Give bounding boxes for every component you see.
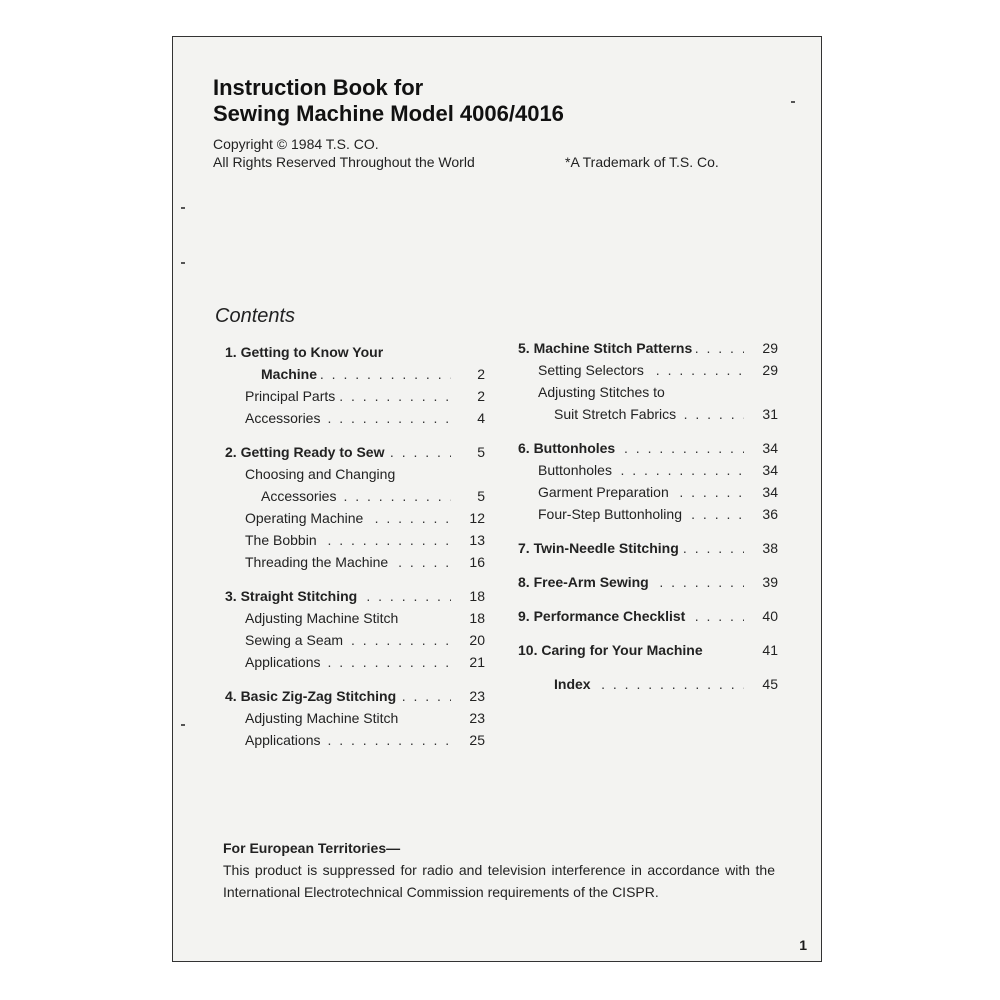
contents-entry-title: Adjusting Stitches to xyxy=(538,381,669,403)
contents-entry-title: Operating Machine xyxy=(245,507,367,529)
contents-entry xyxy=(518,503,778,525)
contents-entry-title: 10. Caring for Your Machine xyxy=(518,639,707,661)
trademark-note: *A Trademark of T.S. Co. xyxy=(565,154,719,170)
rights-line: All Rights Reserved Throughout the World xyxy=(213,154,475,170)
contents-entry xyxy=(225,707,485,729)
contents-section xyxy=(518,639,778,661)
contents-entry-page: 34 xyxy=(762,440,778,456)
contents-entry-title: Accessories xyxy=(245,407,324,429)
contents-section xyxy=(518,537,778,559)
margin-mark xyxy=(791,101,795,103)
contents-section xyxy=(518,605,778,627)
contents-entry-title: Accessories xyxy=(261,485,340,507)
contents-entry-title: Setting Selectors xyxy=(538,359,648,381)
contents-entry xyxy=(225,507,485,529)
contents-entry-page: 2 xyxy=(477,366,485,382)
contents-section xyxy=(518,673,778,695)
contents-section xyxy=(518,571,778,593)
contents-right-column xyxy=(518,337,778,707)
contents-entry-title: Suit Stretch Fabrics xyxy=(554,403,680,425)
contents-entry-page: 36 xyxy=(762,506,778,522)
page-number: 1 xyxy=(799,937,807,953)
contents-entry xyxy=(225,585,485,607)
contents-entry-title: Threading the Machine xyxy=(245,551,392,573)
european-notice xyxy=(223,837,775,903)
contents-entry xyxy=(225,685,485,707)
contents-entry-page: 39 xyxy=(762,574,778,590)
contents-section xyxy=(518,437,778,525)
contents-entry xyxy=(225,407,485,429)
contents-entry xyxy=(518,673,778,695)
contents-entry-page: 5 xyxy=(477,444,485,460)
contents-entry-page: 45 xyxy=(762,676,778,692)
contents-entry-title: Applications xyxy=(245,651,325,673)
contents-entry-page: 4 xyxy=(477,410,485,426)
contents-entry-page: 41 xyxy=(762,642,778,658)
contents-entry-title: 7. Twin-Needle Stitching xyxy=(518,537,683,559)
contents-entry xyxy=(225,485,485,507)
contents-entry-title: 1. Getting to Know Your xyxy=(225,341,387,363)
contents-entry-title: Applications xyxy=(245,729,325,751)
copyright-line: Copyright © 1984 T.S. CO. xyxy=(213,136,379,152)
title-line-1: Instruction Book for xyxy=(213,75,424,100)
contents-entry-page: 40 xyxy=(762,608,778,624)
european-notice-body: This product is suppressed for radio and television interference in accordance with the International Electrotechnical Commission requirements of the CISPR. xyxy=(223,862,775,900)
contents-entry xyxy=(225,629,485,651)
contents-entry xyxy=(518,537,778,559)
contents-entry-page: 29 xyxy=(762,340,778,356)
contents-entry xyxy=(518,337,778,359)
contents-entry-title: Choosing and Changing xyxy=(245,463,399,485)
contents-entry xyxy=(518,359,778,381)
contents-entry-title: Adjusting Machine Stitch xyxy=(245,607,402,629)
contents-entry xyxy=(225,607,485,629)
contents-entry-title: Machine xyxy=(261,363,321,385)
contents-entry xyxy=(225,551,485,573)
contents-entry-page: 5 xyxy=(477,488,485,504)
contents-entry-title: 9. Performance Checklist xyxy=(518,605,689,627)
contents-entry xyxy=(225,463,485,485)
contents-entry-page: 31 xyxy=(762,406,778,422)
contents-entry-title: Garment Preparation xyxy=(538,481,673,503)
contents-entry xyxy=(518,459,778,481)
contents-entry-page: 23 xyxy=(469,710,485,726)
contents-entry xyxy=(225,363,485,385)
contents-section xyxy=(225,341,485,429)
contents-left-column xyxy=(225,341,485,763)
contents-entry xyxy=(518,437,778,459)
contents-entry-title: 8. Free-Arm Sewing xyxy=(518,571,653,593)
margin-mark xyxy=(181,262,185,264)
contents-entry-page: 18 xyxy=(469,588,485,604)
margin-mark xyxy=(181,724,185,726)
contents-heading: Contents xyxy=(215,305,296,327)
contents-entry-title: Principal Parts xyxy=(245,385,339,407)
contents-section xyxy=(225,441,485,573)
contents-section xyxy=(225,685,485,751)
contents-entry xyxy=(518,639,778,661)
contents-entry-title: Buttonholes xyxy=(538,459,616,481)
margin-mark xyxy=(181,207,185,209)
title-line-2: Sewing Machine Model 4006/4016 xyxy=(213,101,564,126)
contents-entry xyxy=(518,605,778,627)
contents-entry-page: 18 xyxy=(469,610,485,626)
contents-entry-title: 2. Getting Ready to Sew xyxy=(225,441,388,463)
contents-entry-page: 12 xyxy=(469,510,485,526)
contents-entry xyxy=(225,529,485,551)
european-notice-heading: For European Territories— xyxy=(223,840,401,856)
contents-entry-title: 4. Basic Zig-Zag Stitching xyxy=(225,685,400,707)
contents-entry xyxy=(518,481,778,503)
contents-entry-title: 5. Machine Stitch Patterns xyxy=(518,337,696,359)
document-page xyxy=(172,36,822,962)
contents-entry-title: 6. Buttonholes xyxy=(518,437,619,459)
contents-entry-page: 23 xyxy=(469,688,485,704)
contents-entry xyxy=(225,341,485,363)
contents-entry-page: 25 xyxy=(469,732,485,748)
contents-entry-title: 3. Straight Stitching xyxy=(225,585,361,607)
contents-entry-page: 16 xyxy=(469,554,485,570)
contents-entry-page: 20 xyxy=(469,632,485,648)
contents-entry-page: 2 xyxy=(477,388,485,404)
contents-entry-page: 34 xyxy=(762,462,778,478)
contents-entry-page: 13 xyxy=(469,532,485,548)
contents-entry-title: Adjusting Machine Stitch xyxy=(245,707,402,729)
contents-entry xyxy=(225,651,485,673)
contents-section xyxy=(225,585,485,673)
contents-entry-title: Sewing a Seam xyxy=(245,629,347,651)
contents-entry xyxy=(225,441,485,463)
contents-entry-page: 29 xyxy=(762,362,778,378)
contents-entry-page: 34 xyxy=(762,484,778,500)
contents-entry-page: 21 xyxy=(469,654,485,670)
contents-entry-page: 38 xyxy=(762,540,778,556)
contents-entry-title: The Bobbin xyxy=(245,529,321,551)
contents-entry-title: Index xyxy=(554,673,595,695)
contents-entry xyxy=(518,403,778,425)
contents-entry-title: Four-Step Buttonholing xyxy=(538,503,686,525)
contents-section xyxy=(518,337,778,425)
document-title xyxy=(213,75,564,127)
contents-entry xyxy=(225,729,485,751)
contents-entry xyxy=(518,381,778,403)
copyright-block xyxy=(213,135,719,171)
contents-entry xyxy=(518,571,778,593)
contents-entry xyxy=(225,385,485,407)
